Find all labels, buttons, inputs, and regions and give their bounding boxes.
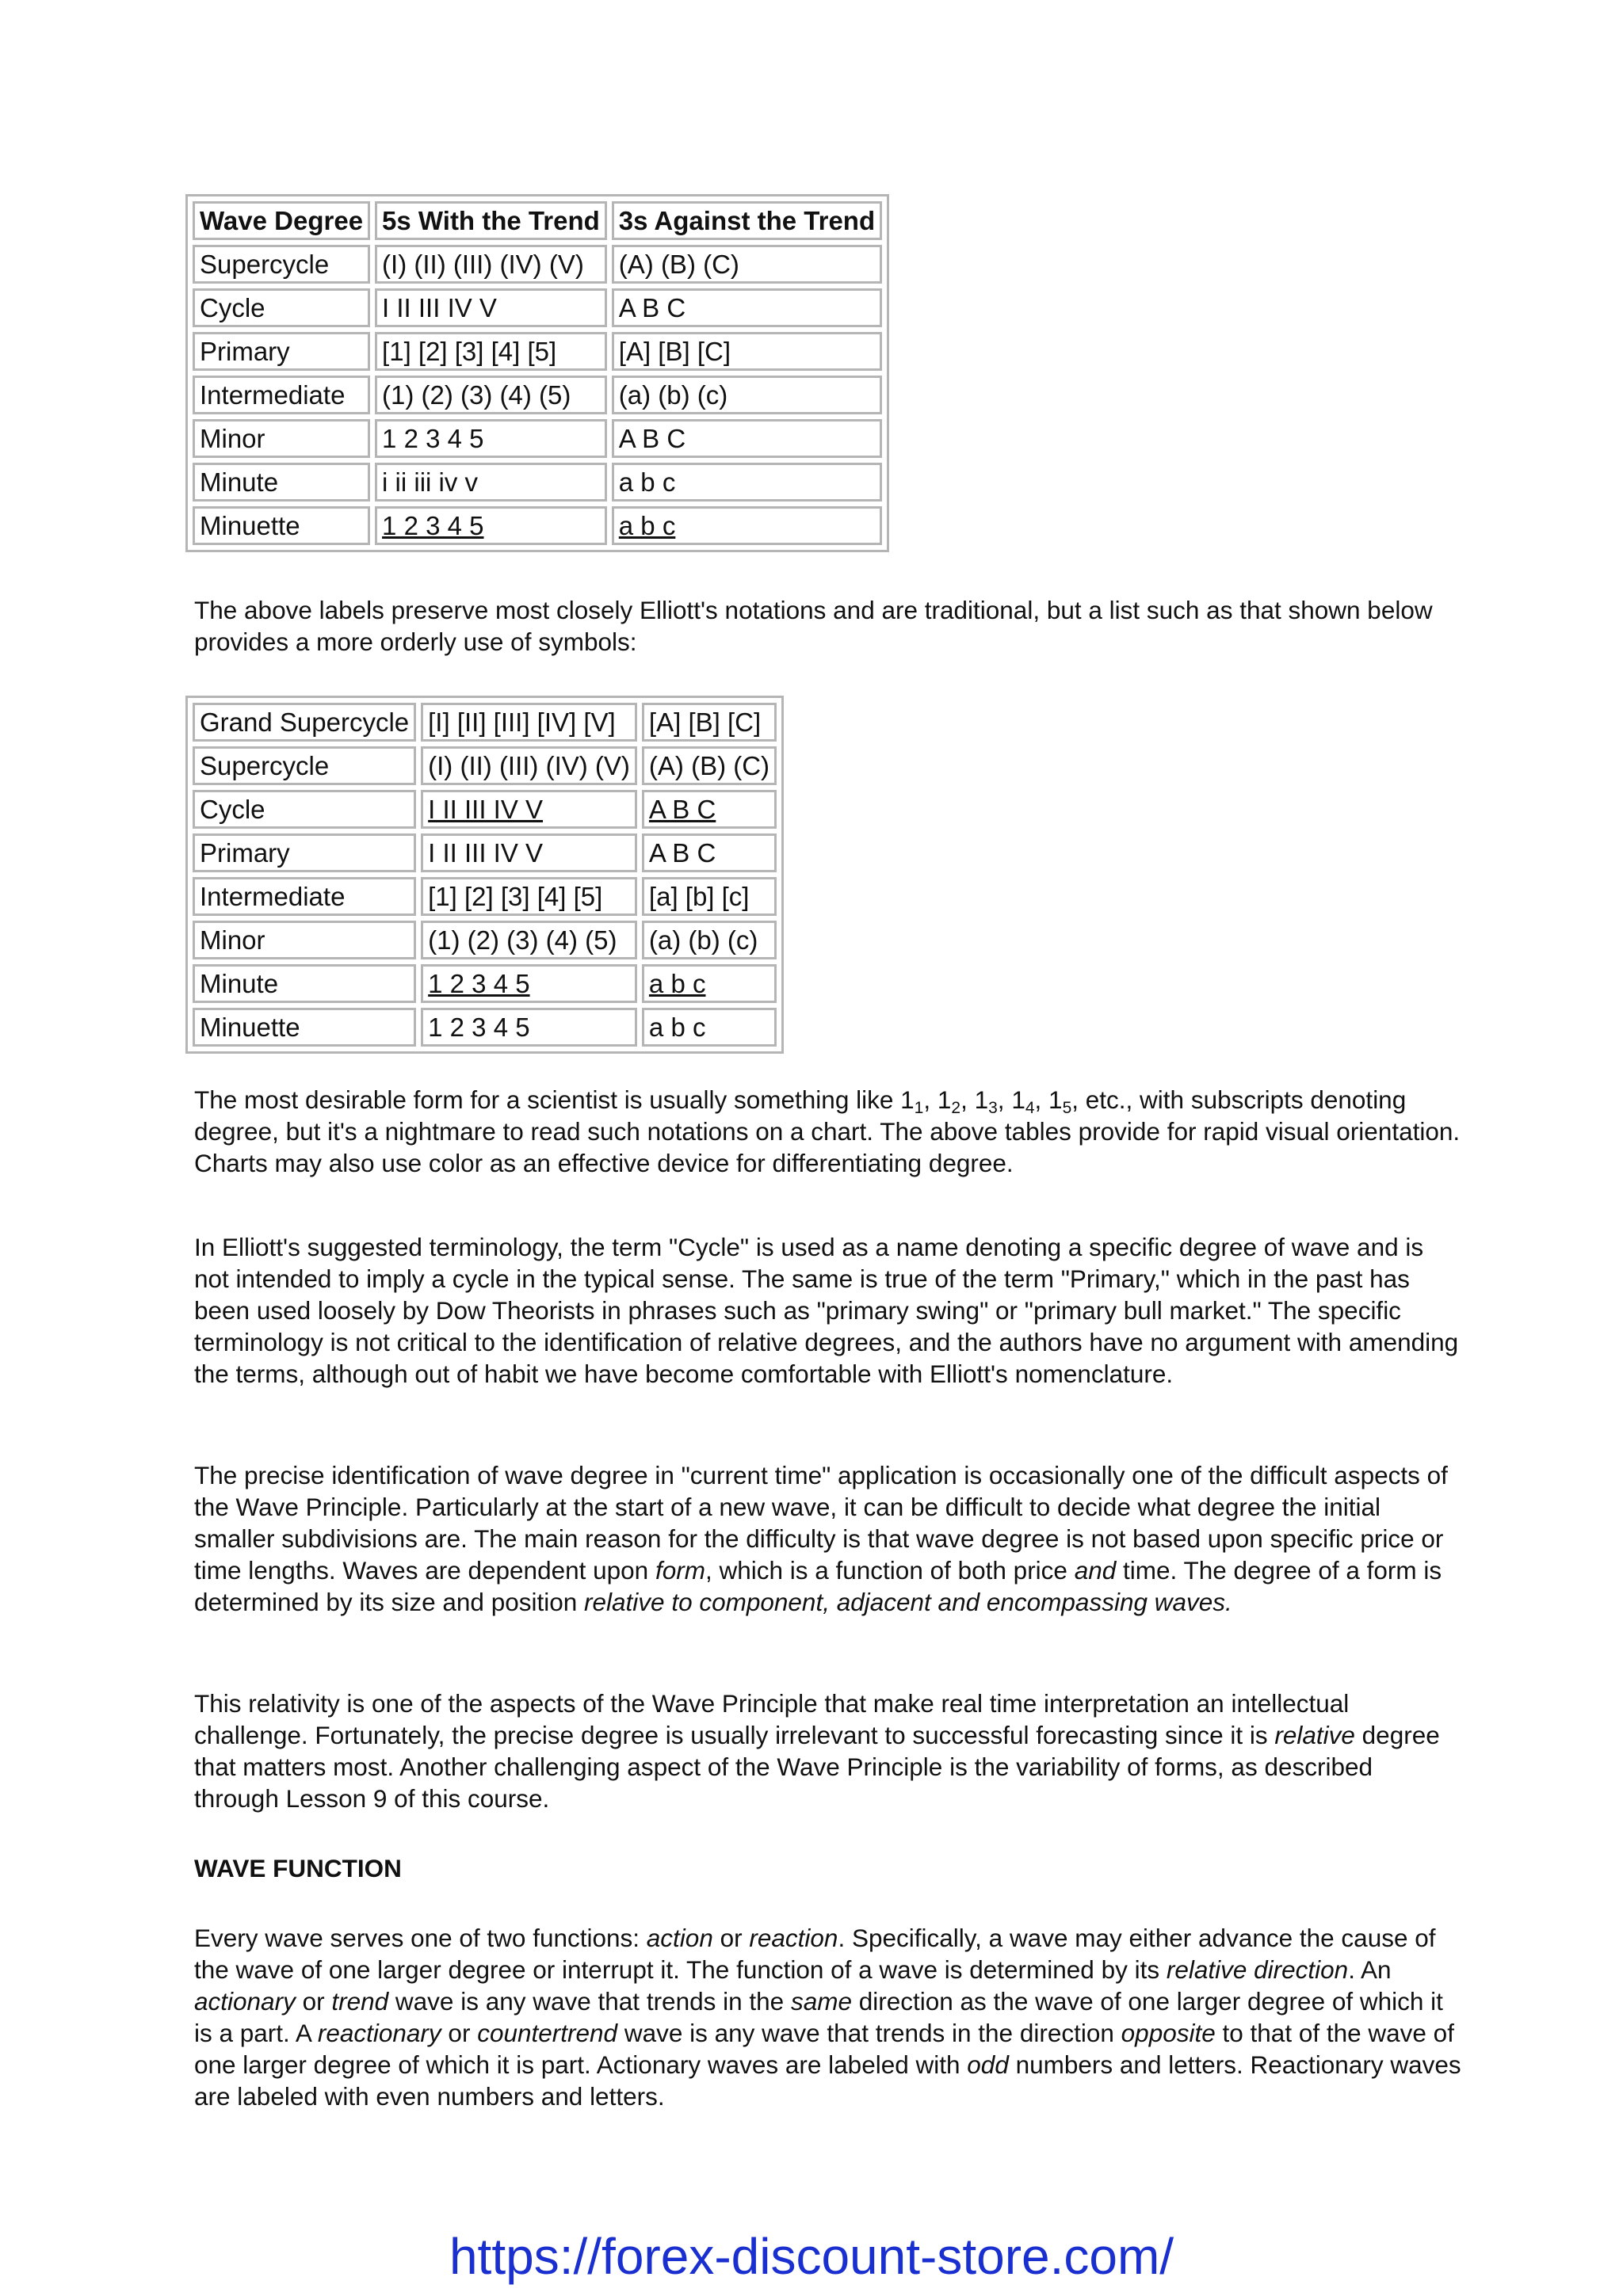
countertrend-cell: a b c — [612, 463, 882, 502]
trend-cell: (1) (2) (3) (4) (5) — [375, 376, 607, 414]
table-header-row — [193, 201, 882, 240]
table-row — [193, 245, 882, 284]
subscript: 5 — [1062, 1099, 1072, 1117]
text-run: . Specifically, a wave may either advance the cause of the wave of one larger degree or interrupt it. The function of a wave is determined by its — [194, 1924, 1436, 1984]
subscript: 1 — [914, 1099, 924, 1117]
table-row — [193, 463, 882, 502]
degree-cell: Supercycle — [193, 245, 370, 284]
emphasis: trend — [331, 1987, 389, 2016]
table-row — [193, 506, 882, 545]
countertrend-cell: A B C — [612, 419, 882, 458]
text-run: The precise identification of wave degree in "current time" application is occasionally one of the difficult aspects of the Wave Principle. Particularly at the start of a new wave, it can be difficult to decide what degree the initial smaller subdivisions are. The main reason for the difficulty is that wave degree is not based upon specific price or time lengths. Waves are dependent upon — [194, 1461, 1448, 1585]
degree-cell: Minuette — [193, 1008, 416, 1047]
paragraph — [194, 1922, 1462, 2112]
emphasis: relative to component, adjacent and encompassing waves. — [584, 1588, 1232, 1616]
degree-cell: Minuette — [193, 506, 370, 545]
emphasis: relative — [1274, 1721, 1355, 1749]
trend-cell: [I] [II] [III] [IV] [V] — [421, 703, 637, 742]
trend-cell: (I) (II) (III) (IV) (V) — [375, 245, 607, 284]
header-cell: 5s With the Trend — [375, 201, 607, 240]
text-run: or — [712, 1924, 750, 1952]
paragraph: The above labels preserve most closely Elliott's notations and are traditional, but a list such as that shown below provides a more orderly use of symbols: — [194, 596, 1433, 656]
emphasis: countertrend — [477, 2019, 618, 2047]
text-run: numbers and letters. Reactionary waves are labeled with even numbers and letters. — [194, 2050, 1461, 2111]
text-run: , which is a function of both price — [705, 1556, 1075, 1585]
text-run: 1 — [974, 1085, 989, 1114]
countertrend-cell — [642, 790, 777, 829]
trend-cell: 1 2 3 4 5 — [375, 419, 607, 458]
underlined-label: 1 2 3 4 5 — [428, 969, 530, 998]
emphasis: relative direction — [1166, 1955, 1349, 1984]
countertrend-cell: a b c — [642, 1008, 777, 1047]
paragraph — [194, 1688, 1462, 1814]
trend-cell: I II III IV V — [375, 288, 607, 327]
countertrend-cell: (a) (b) (c) — [642, 921, 777, 959]
text-run: degree that matters most. Another challenging aspect of the Wave Principle is the variability of forms, as described through Lesson 9 of this course. — [194, 1721, 1440, 1813]
trend-cell — [421, 964, 637, 1003]
text-run: 1 — [1011, 1085, 1025, 1114]
degree-cell: Minor — [193, 921, 416, 959]
degree-cell: Primary — [193, 332, 370, 371]
trend-cell: (I) (II) (III) (IV) (V) — [421, 746, 637, 785]
degree-cell: Minor — [193, 419, 370, 458]
text-run: to that of the wave of one larger degree of which it is part. Actionary waves are labeled with — [194, 2019, 1454, 2079]
countertrend-cell: (a) (b) (c) — [612, 376, 882, 414]
underlined-label: a b c — [648, 969, 706, 998]
table-row — [193, 419, 882, 458]
trend-cell: 1 2 3 4 5 — [421, 1008, 637, 1047]
table-row — [193, 376, 882, 414]
table-row — [193, 964, 777, 1003]
countertrend-cell: [a] [b] [c] — [642, 877, 777, 916]
countertrend-cell: [A] [B] [C] — [642, 703, 777, 742]
degree-cell: Intermediate — [193, 877, 416, 916]
degree-cell: Cycle — [193, 790, 416, 829]
degree-cell: Minute — [193, 463, 370, 502]
text-run: wave is any wave that trends in the direction — [617, 2019, 1121, 2047]
underlined-label: I II III IV V — [428, 795, 544, 824]
underlined-label: A B C — [648, 795, 716, 824]
underlined-label: a b c — [618, 511, 676, 540]
text-run: 1 — [937, 1085, 952, 1114]
trend-cell: i ii iii iv v — [375, 463, 607, 502]
countertrend-cell — [642, 964, 777, 1003]
subscript: 4 — [1025, 1099, 1035, 1117]
header-cell: Wave Degree — [193, 201, 370, 240]
degree-cell: Minute — [193, 964, 416, 1003]
countertrend-cell: (A) (B) (C) — [612, 245, 882, 284]
trend-cell: [1] [2] [3] [4] [5] — [375, 332, 607, 371]
text-run: or — [295, 1987, 332, 2016]
subscript: 3 — [988, 1099, 998, 1117]
underlined-label: 1 2 3 4 5 — [382, 511, 484, 540]
wave-degree-table — [185, 194, 889, 552]
text-run: . An — [1348, 1955, 1392, 1984]
emphasis: form — [655, 1556, 705, 1585]
table-row — [193, 833, 777, 872]
text-run: or — [441, 2019, 478, 2047]
paragraph: In Elliott's suggested terminology, the term "Cycle" is used as a name denoting a specific degree of wave and is not intended to imply a cycle in the typical sense. The same is true of the term "Primary," which in the past has been used loosely by Dow Theorists in phrases such as "primary swing" or "primary bull market." The specific terminology is not critical to the identification of relative degrees, and the authors have no argument with amending the terms, although out of habit we have become comfortable with Elliott's nomenclature. — [194, 1233, 1459, 1388]
emphasis: same — [790, 1987, 852, 2016]
emphasis: and — [1074, 1556, 1117, 1585]
header-cell: 3s Against the Trend — [612, 201, 882, 240]
footer-link[interactable]: https://forex-discount-store.com/ — [449, 2228, 1174, 2285]
degree-cell: Cycle — [193, 288, 370, 327]
emphasis: opposite — [1121, 2019, 1216, 2047]
section-heading: WAVE FUNCTION — [194, 1854, 402, 1882]
emphasis: actionary — [194, 1987, 296, 2016]
emphasis: reactionary — [317, 2019, 441, 2047]
table-row — [193, 877, 777, 916]
trend-cell — [375, 506, 607, 545]
table-row — [193, 703, 777, 742]
subscript: 2 — [951, 1099, 961, 1117]
degree-cell: Grand Supercycle — [193, 703, 416, 742]
table-row — [193, 288, 882, 327]
emphasis: action — [646, 1924, 713, 1952]
emphasis: odd — [967, 2050, 1009, 2079]
table-row — [193, 746, 777, 785]
text-run: , etc., with subscripts denoting degree, but it's a nightmare to read such notations on a chart. The above tables provide for rapid visual orientation. Charts may also use color as an effective device for differentiating degree. — [194, 1085, 1461, 1177]
trend-cell: [1] [2] [3] [4] [5] — [421, 877, 637, 916]
degree-cell: Supercycle — [193, 746, 416, 785]
text-run: wave is any wave that trends in the — [388, 1987, 791, 2016]
degree-cell: Intermediate — [193, 376, 370, 414]
trend-cell — [421, 790, 637, 829]
text-run: 1 — [900, 1085, 915, 1114]
countertrend-cell: (A) (B) (C) — [642, 746, 777, 785]
paragraph: The most desirable form for a scientist is usually something like $1_1$, $1_2$, $1_3$, $1_4$, $1_5$, etc., with subscripts denoting degree, but it's a nightmare to read such notations on a chart. The above tables provide for rapid visual orientation. Charts may also use color as an effective device for differentiating degree. — [194, 1085, 1461, 1177]
text-run: This relativity is one of the aspects of the Wave Principle that make real time interpretation an intellectual challenge. Fortunately, the precise degree is usually irrelevant to successful forecasting since it is — [194, 1689, 1350, 1749]
countertrend-cell — [612, 506, 882, 545]
text-run: Every wave serves one of two functions: — [194, 1924, 647, 1952]
orderly-symbols-table — [185, 696, 784, 1054]
trend-cell: (1) (2) (3) (4) (5) — [421, 921, 637, 959]
trend-cell: I II III IV V — [421, 833, 637, 872]
text-run: time. The degree of a form is determined by its size and position — [194, 1556, 1442, 1616]
countertrend-cell: A B C — [612, 288, 882, 327]
table-row — [193, 1008, 777, 1047]
paragraph — [194, 1459, 1462, 1618]
text-run: direction as the wave of one larger degree of which it is a part. A — [194, 1987, 1443, 2047]
countertrend-cell: [A] [B] [C] — [612, 332, 882, 371]
table-row — [193, 790, 777, 829]
table-row — [193, 332, 882, 371]
table-row — [193, 921, 777, 959]
degree-cell: Primary — [193, 833, 416, 872]
text-run: The most desirable form for a scientist is usually something like — [194, 1085, 901, 1114]
emphasis: reaction — [749, 1924, 838, 1952]
text-run: 1 — [1048, 1085, 1063, 1114]
countertrend-cell: A B C — [642, 833, 777, 872]
